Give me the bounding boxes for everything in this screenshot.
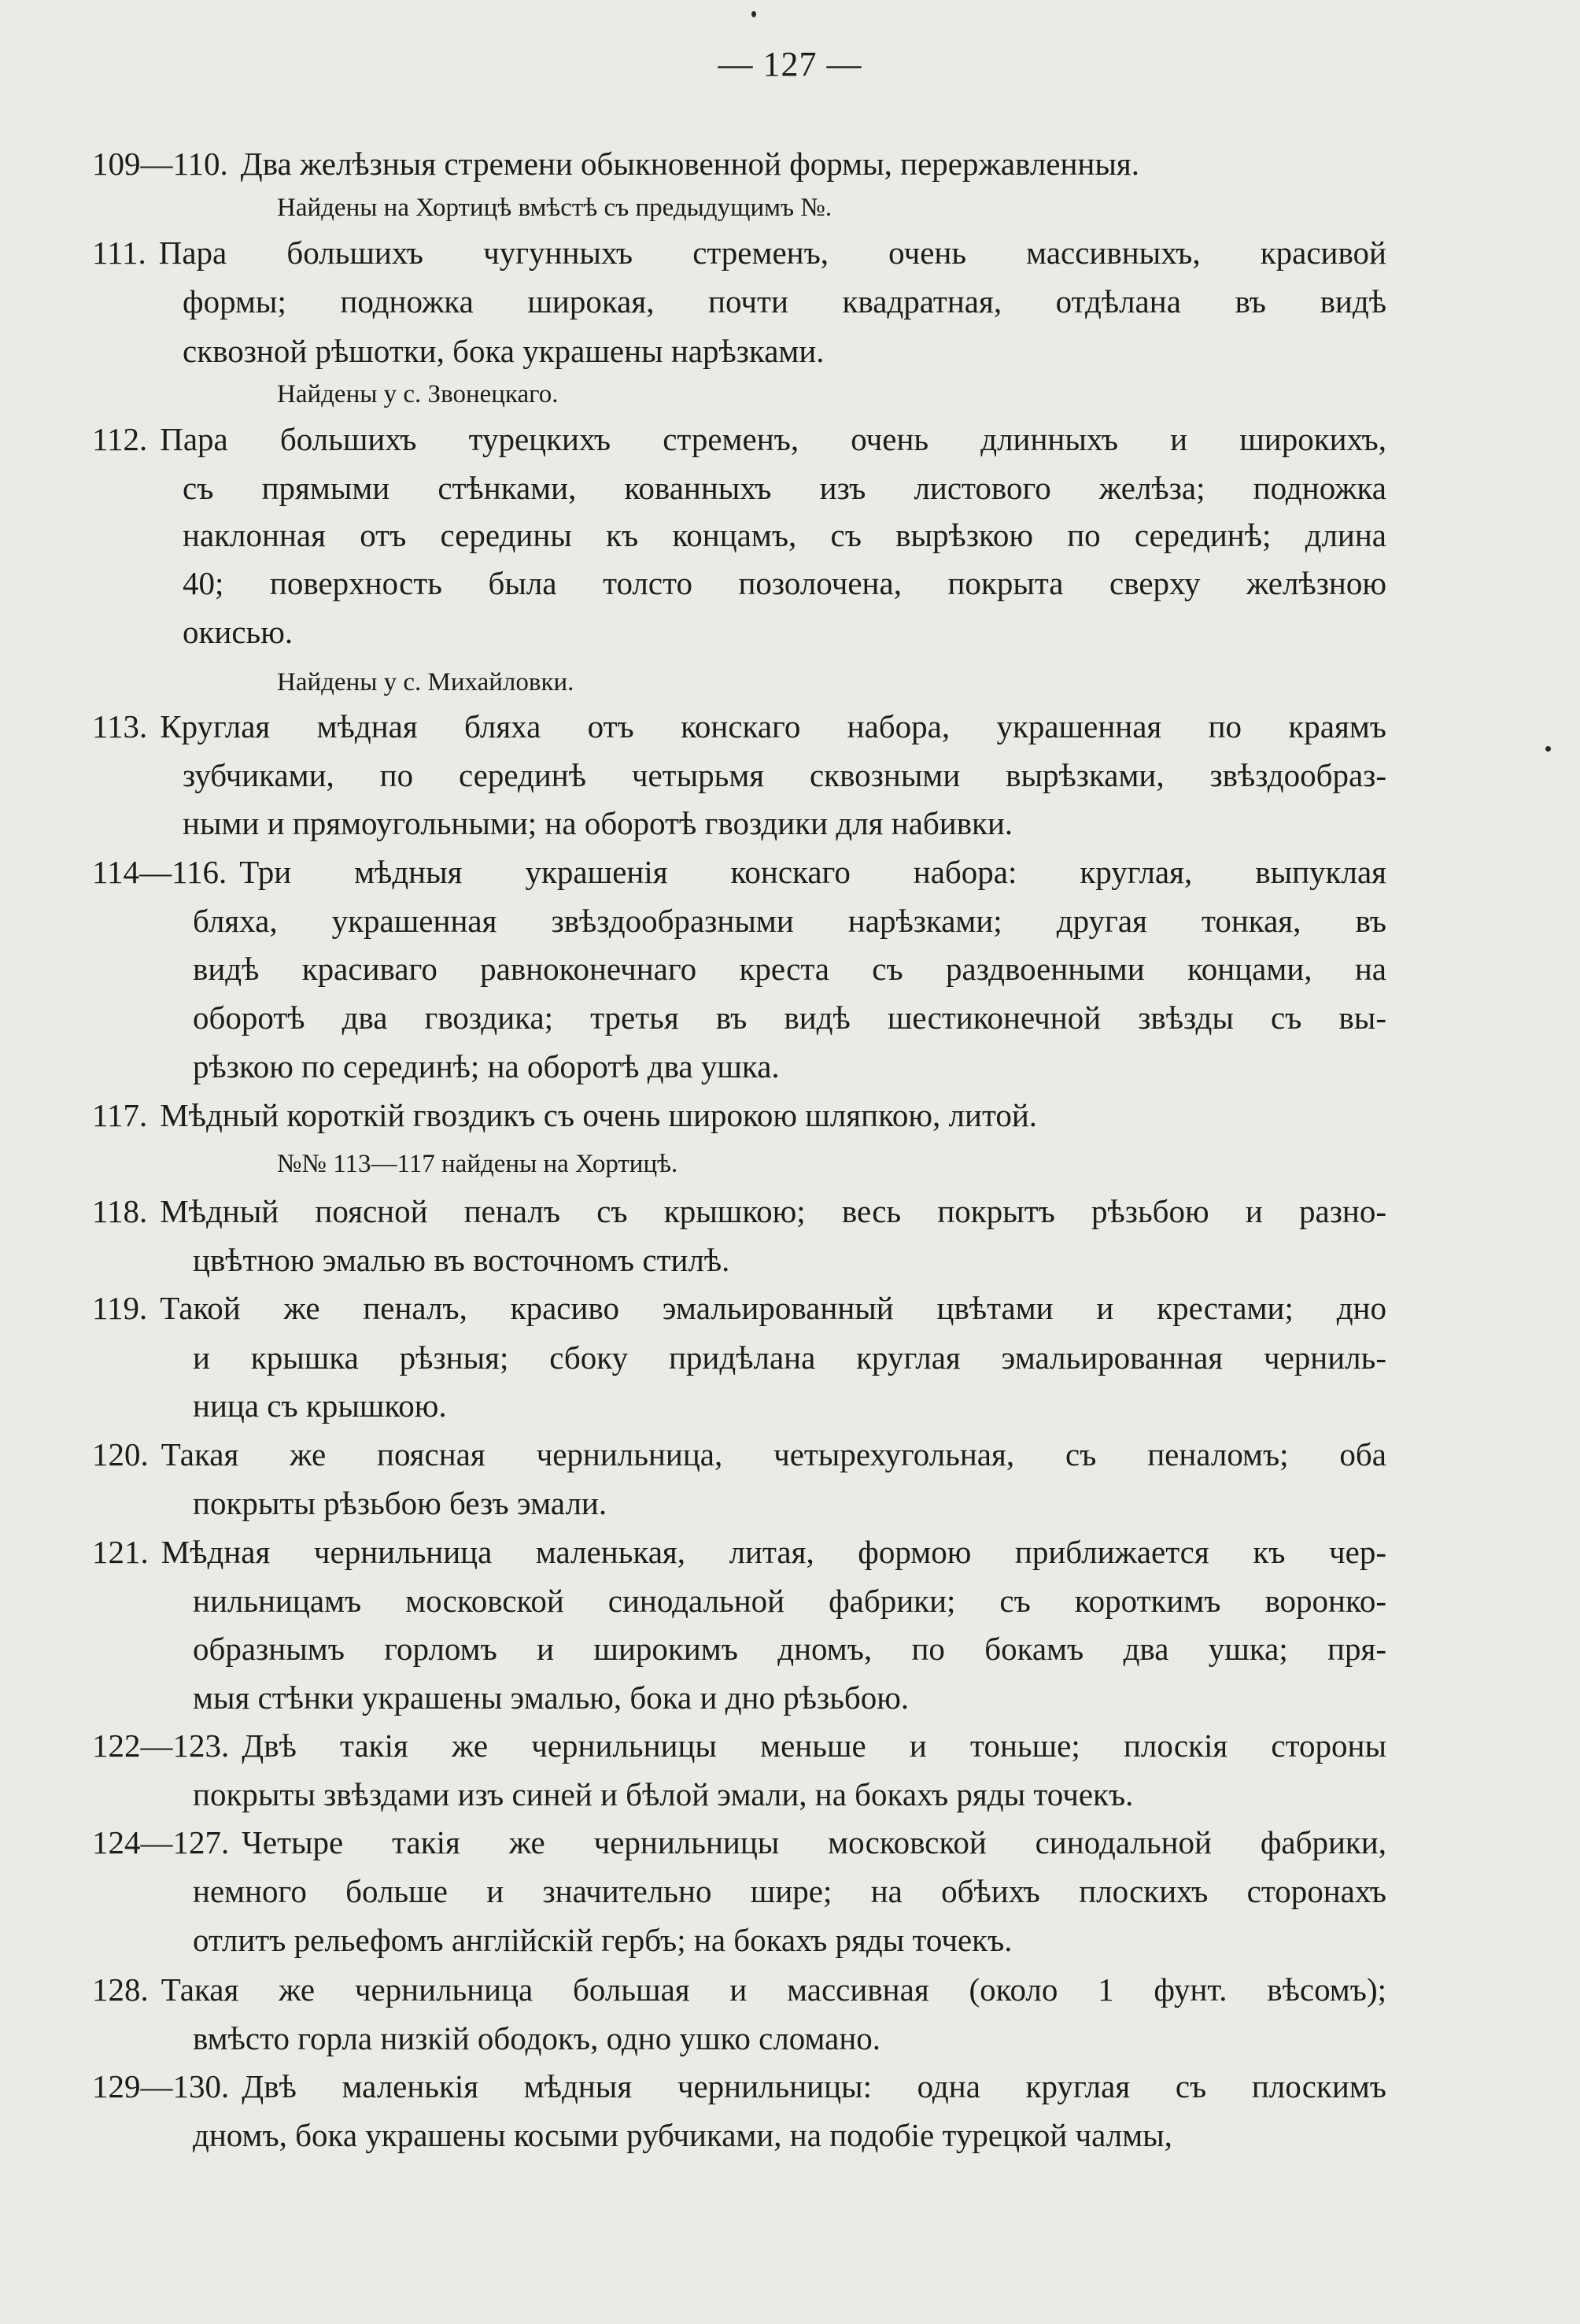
catalog-entry-line <box>183 279 1386 323</box>
catalog-entry-first-line <box>92 1189 1386 1233</box>
catalog-entry-line <box>183 753 1386 797</box>
catalog-entry-line <box>193 1579 1386 1623</box>
entry-text: 40; поверхность была толсто позолочена, покрыта сверху желѣзною <box>183 565 1386 601</box>
entry-text: ными и прямоугольными; на оборотѣ гвоздики для набивки. <box>183 805 1013 841</box>
entry-text: дномъ, бока украшены косыми рубчиками, на подобіе турецкой чалмы, <box>193 2117 1172 2153</box>
catalog-entry-line <box>193 1481 1386 1525</box>
entry-text: оборотѣ два гвоздика; третья въ видѣ шестиконечной звѣзды съ вы- <box>193 999 1386 1036</box>
catalog-entry-first-line <box>92 1724 1386 1768</box>
entry-text: Такая же поясная чернильница, четырехугольная, съ пеналомъ; оба <box>161 1436 1386 1472</box>
catalog-entry-line <box>193 1869 1386 1913</box>
catalog-entry-line <box>193 1238 1386 1282</box>
entry-text: сквозной рѣшотки, бока украшены нарѣзками. <box>183 333 825 369</box>
entry-text: Двѣ маленькія мѣдныя чернильницы: одна круглая съ плоскимъ <box>242 2068 1386 2104</box>
entry-text: видѣ красиваго равноконечнаго креста съ раздвоенными концами, на <box>193 951 1386 987</box>
entry-text: Мѣдный короткій гвоздикъ съ очень широкою шляпкою, литой. <box>160 1097 1038 1133</box>
catalog-entry-line <box>183 561 1386 605</box>
catalog-entry-line <box>183 466 1386 510</box>
entry-text: окисью. <box>183 614 293 650</box>
entry-text: нильницамъ московской синодальной фабрики; съ короткимъ воронко- <box>193 1583 1386 1619</box>
entry-number: 113. <box>92 708 148 744</box>
catalog-entry-first-line <box>92 1093 1386 1137</box>
catalog-entry-first-line <box>92 1820 1386 1864</box>
entry-text: Три мѣдныя украшенія конскаго набора: круглая, выпуклая <box>239 854 1386 890</box>
catalog-entry-first-line <box>92 850 1386 894</box>
entry-text: Мѣдный поясной пеналъ съ крышкою; весь покрытъ рѣзьбою и разно- <box>160 1193 1386 1229</box>
catalog-entry-first-line <box>92 417 1386 461</box>
entry-text: Пара большихъ чугунныхъ стременъ, очень массивныхъ, красивой <box>158 235 1386 271</box>
catalog-entry-line <box>193 1676 1386 1720</box>
ink-speck <box>1545 746 1551 752</box>
entry-number: 119. <box>92 1290 148 1326</box>
entry-text: вмѣсто горла низкій ободокъ, одно ушко сломано. <box>193 2020 881 2056</box>
catalog-entry-line <box>183 513 1386 557</box>
find-location-note: Найдены на Хортицѣ вмѣстѣ съ предыдущимъ №. <box>277 194 832 222</box>
catalog-entry-first-line <box>92 1432 1386 1476</box>
catalog-entry-line <box>193 1918 1386 1962</box>
ink-speck <box>751 11 756 17</box>
entry-text: немного больше и значительно шире; на обѣихъ плоскихъ сторонахъ <box>193 1873 1386 1909</box>
entry-number: 122—123. <box>92 1727 230 1764</box>
catalog-entry-line <box>193 2113 1386 2157</box>
entry-number: 117. <box>92 1097 148 1133</box>
catalog-entry-first-line <box>92 1286 1386 1330</box>
catalog-entry-line <box>193 1627 1386 1671</box>
find-location-note: Найдены у с. Звонецкаго. <box>277 380 559 408</box>
catalog-entry-line <box>193 1336 1386 1380</box>
catalog-entry-line <box>183 329 1386 373</box>
entry-number: 114—116. <box>92 854 227 890</box>
entry-text: покрыты рѣзьбою безъ эмали. <box>193 1485 607 1521</box>
find-location-note: Найдены у с. Михайловки. <box>277 668 574 696</box>
entry-number: 120. <box>92 1436 149 1472</box>
entry-number: 112. <box>92 421 148 457</box>
entry-text: Такой же пеналъ, красиво эмальированный цвѣтами и крестами; дно <box>160 1290 1386 1326</box>
catalog-entry-line <box>193 2016 1386 2060</box>
entry-text: Такая же чернильница большая и массивная (около 1 фунт. вѣсомъ); <box>161 1971 1386 2008</box>
entry-text: рѣзкою по серединѣ; на оборотѣ два ушка. <box>193 1048 780 1084</box>
entry-text: съ прямыми стѣнками, кованныхъ изъ листового желѣза; подножка <box>183 470 1386 506</box>
catalog-entry-line <box>193 1772 1386 1816</box>
entry-text: наклонная отъ середины къ концамъ, съ вырѣзкою по серединѣ; длина <box>183 517 1386 553</box>
entry-text: цвѣтною эмалью въ восточномъ стилѣ. <box>193 1242 730 1278</box>
catalog-entry-first-line <box>92 231 1386 275</box>
catalog-entry-line <box>193 1044 1386 1088</box>
entry-text: покрыты звѣздами изъ синей и бѣлой эмали, на бокахъ ряды точекъ. <box>193 1776 1134 1812</box>
entry-text: бляха, украшенная звѣздообразными нарѣзками; другая тонкая, въ <box>193 903 1386 939</box>
find-location-note: №№ 113—117 найдены на Хортицѣ. <box>277 1150 678 1178</box>
catalog-entry-first-line <box>92 704 1386 748</box>
catalog-entry-first-line <box>92 1530 1386 1574</box>
entry-number: 121. <box>92 1534 149 1570</box>
entry-text: образнымъ горломъ и широкимъ дномъ, по бокамъ два ушка; пря- <box>193 1631 1386 1667</box>
catalog-entry-first-line <box>92 2064 1386 2108</box>
entry-text: Двѣ такія же чернильницы меньше и тоньше; плоскія стороны <box>242 1727 1386 1764</box>
entry-number: 111. <box>92 235 146 271</box>
entry-number: 128. <box>92 1971 149 2008</box>
entry-text: отлитъ рельефомъ англійскій гербъ; на бокахъ ряды точекъ. <box>193 1922 1013 1958</box>
entry-number: 109—110. <box>92 146 228 182</box>
entry-text: Пара большихъ турецкихъ стременъ, очень длинныхъ и широкихъ, <box>160 421 1386 457</box>
catalog-entry-first-line <box>92 142 1386 186</box>
catalog-entry-line <box>193 899 1386 943</box>
entry-text: Четыре такія же чернильницы московской синодальной фабрики, <box>242 1824 1386 1860</box>
entry-text: ница съ крышкою. <box>193 1387 447 1424</box>
entry-number: 129—130. <box>92 2068 230 2104</box>
entry-text: формы; подножка широкая, почти квадратная, отдѣлана въ видѣ <box>183 283 1386 320</box>
catalog-entry-line <box>193 947 1386 991</box>
entry-text: и крышка рѣзныя; сбоку придѣлана круглая эмальированная черниль- <box>193 1339 1386 1376</box>
entry-number: 118. <box>92 1193 148 1229</box>
catalog-entry-first-line <box>92 1967 1386 2012</box>
entry-text: зубчиками, по серединѣ четырьмя сквозными вырѣзками, звѣздообраз- <box>183 757 1386 793</box>
catalog-entry-line <box>183 801 1386 845</box>
catalog-entry-line <box>183 610 1386 654</box>
entry-text: Мѣдная чернильница маленькая, литая, формою приближается къ чер- <box>161 1534 1386 1570</box>
entry-text: Два желѣзныя стремени обыкновенной формы, перержавленныя. <box>240 146 1140 182</box>
entry-number: 124—127. <box>92 1824 230 1860</box>
entry-text: Круглая мѣдная бляха отъ конскаго набора, украшенная по краямъ <box>160 708 1386 744</box>
entry-text: мыя стѣнки украшены эмалью, бока и дно рѣзьбою. <box>193 1679 910 1716</box>
page-number: — 127 — <box>718 45 862 83</box>
catalog-entry-line <box>193 996 1386 1040</box>
catalog-entry-line <box>193 1384 1386 1428</box>
